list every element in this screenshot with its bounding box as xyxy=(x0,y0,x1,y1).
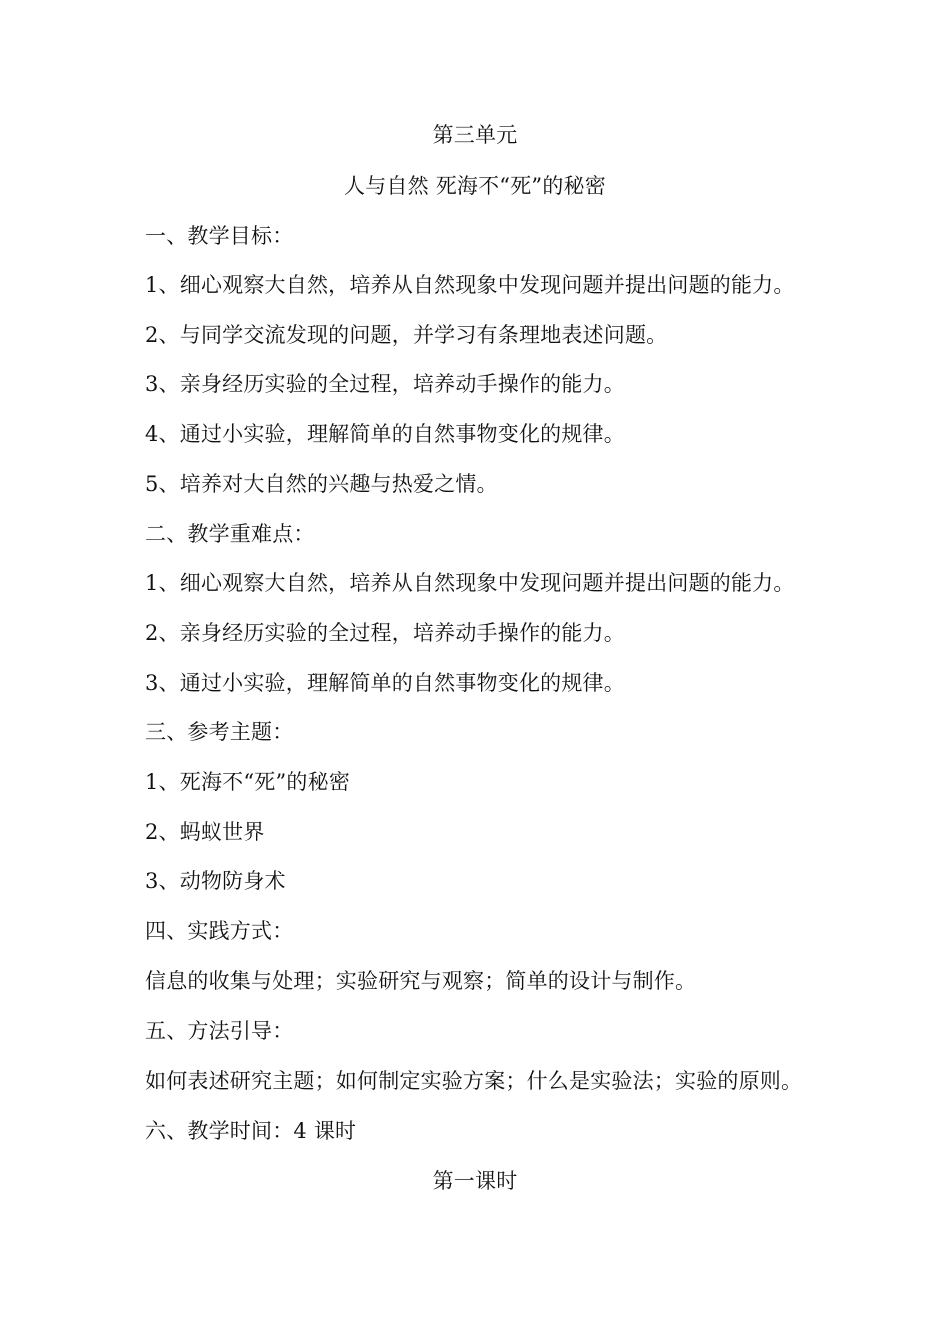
practice-item: 信息的收集与处理；实验研究与观察；简单的设计与制作。 xyxy=(145,969,697,993)
section-heading-objectives: 一、教学目标： xyxy=(145,224,294,248)
objective-item: 5、培养对大自然的兴趣与热爱之情。 xyxy=(145,472,498,496)
lesson-title: 人与自然 死海不“死”的秘密 xyxy=(344,174,606,198)
lesson-period-title: 第一课时 xyxy=(432,1169,518,1193)
key-point-item: 3、通过小实验，理解简单的自然事物变化的规律。 xyxy=(145,671,625,695)
section-heading-key-points: 二、教学重难点： xyxy=(145,522,315,546)
objective-item: 2、与同学交流发现的问题，并学习有条理地表述问题。 xyxy=(145,323,668,347)
key-point-item: 2、亲身经历实验的全过程，培养动手操作的能力。 xyxy=(145,621,625,645)
topic-item: 2、蚂蚁世界 xyxy=(145,820,265,844)
objective-item: 1、细心观察大自然，培养从自然现象中发现问题并提出问题的能力。 xyxy=(145,273,795,297)
method-item: 如何表述研究主题；如何制定实验方案；什么是实验法；实验的原则。 xyxy=(145,1069,803,1093)
unit-title: 第三单元 xyxy=(432,123,518,147)
objective-item: 3、亲身经历实验的全过程，培养动手操作的能力。 xyxy=(145,372,625,396)
key-point-item: 1、细心观察大自然，培养从自然现象中发现问题并提出问题的能力。 xyxy=(145,571,795,595)
section-heading-time: 六、教学时间：4 课时 xyxy=(145,1119,357,1143)
section-heading-practice: 四、实践方式： xyxy=(145,919,294,943)
objective-item: 4、通过小实验，理解简单的自然事物变化的规律。 xyxy=(145,422,625,446)
section-heading-topics: 三、参考主题： xyxy=(145,720,294,744)
topic-item: 3、动物防身术 xyxy=(145,869,286,893)
section-heading-methods: 五、方法引导： xyxy=(145,1019,294,1043)
topic-item: 1、死海不“死”的秘密 xyxy=(145,770,351,794)
